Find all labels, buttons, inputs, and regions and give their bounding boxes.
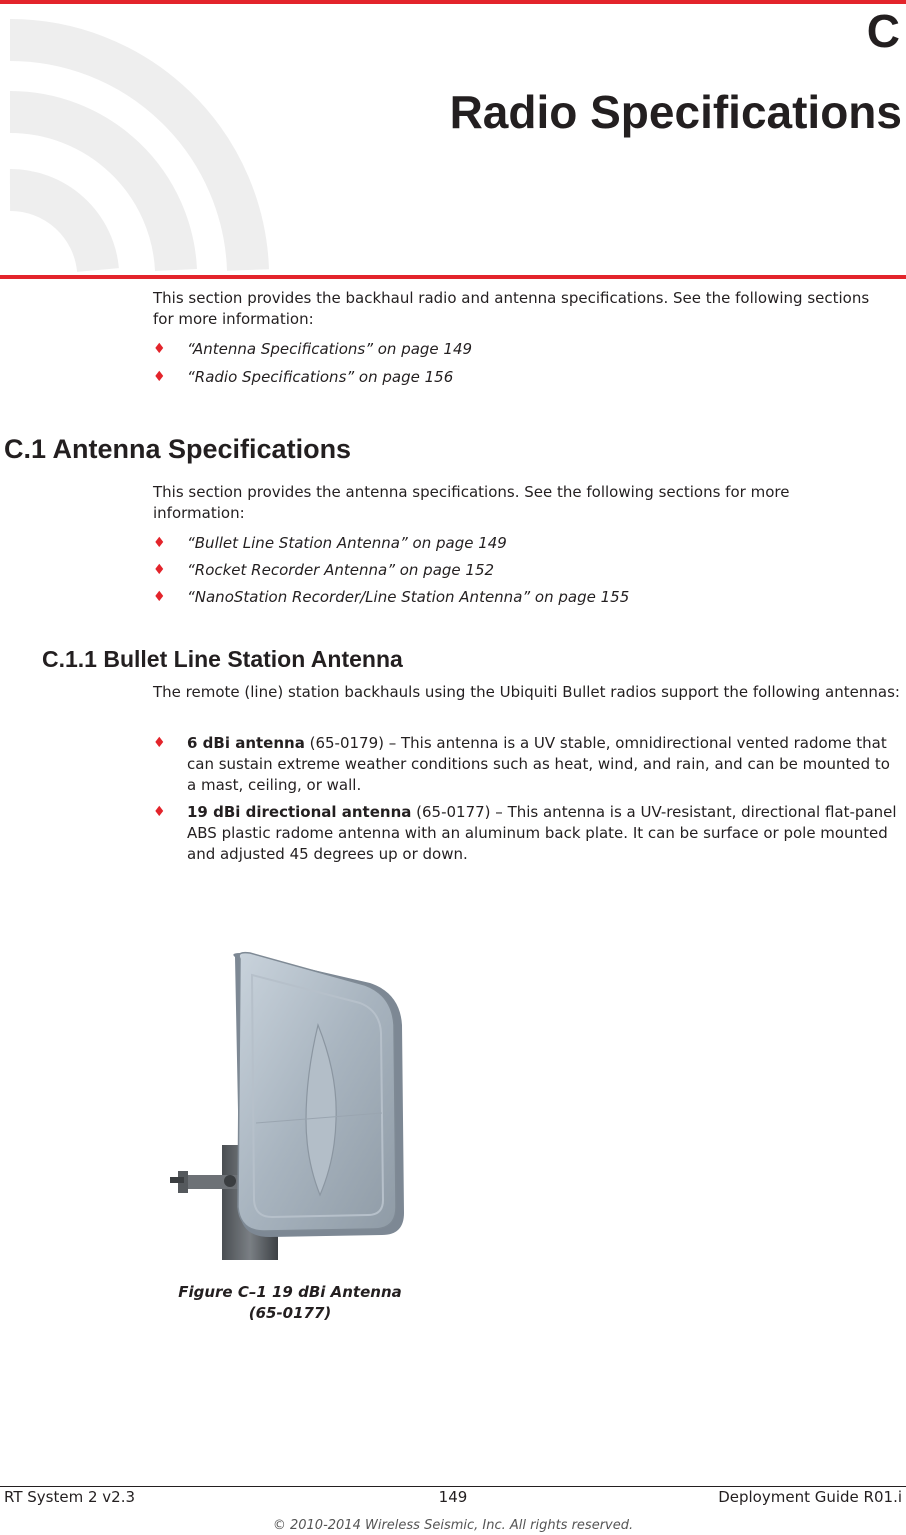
item-term: 19 dBi directional antenna	[187, 803, 412, 821]
intro-link-radio-specs[interactable]: “Radio Specifications” on page 156	[187, 368, 454, 386]
section-heading-c11: C.1.1 Bullet Line Station Antenna	[42, 646, 403, 672]
c1-link-bullet-antenna[interactable]: “Bullet Line Station Antenna” on page 149	[187, 534, 507, 552]
chapter-title: Radio Specifications	[449, 86, 902, 138]
figure-caption-title: Figure C–1 19 dBi Antenna	[178, 1283, 402, 1301]
diamond-bullet-icon: ♦	[153, 735, 166, 751]
footer-document: Deployment Guide R01.i	[718, 1488, 902, 1506]
section-heading-c1: C.1 Antenna Specifications	[4, 434, 352, 464]
diamond-bullet-icon: ♦	[153, 562, 166, 578]
diamond-bullet-icon: ♦	[153, 369, 166, 385]
header-top-rule	[0, 0, 906, 4]
intro-link-antenna-specs[interactable]: “Antenna Specifications” on page 149	[187, 340, 473, 358]
footer-copyright: © 2010-2014 Wireless Seismic, Inc. All rights reserved.	[272, 1518, 634, 1533]
item-term: 6 dBi antenna	[187, 734, 305, 752]
c1-link-rocket-antenna[interactable]: “Rocket Recorder Antenna” on page 152	[187, 561, 495, 579]
footer-page-number: 149	[438, 1488, 468, 1506]
footer-product: RT System 2 v2.3	[4, 1488, 136, 1506]
diamond-bullet-icon: ♦	[153, 589, 166, 605]
item-description: (65-0177) – This antenna is a UV-resistant, directional flat-panel ABS plastic radome antenna with an aluminum back plate. It can be surface or pole mounted and adjusted 45 degrees up or down.	[187, 803, 897, 863]
diamond-bullet-icon: ♦	[153, 535, 166, 551]
intro-paragraph: This section provides the backhaul radio and antenna specifications. See the following sections for more information:	[153, 289, 870, 328]
chapter-letter: C	[866, 5, 900, 57]
c1-link-nanostation-antenna[interactable]: “NanoStation Recorder/Line Station Antenna” on page 155	[187, 588, 630, 606]
diamond-bullet-icon: ♦	[153, 341, 166, 357]
item-description: (65-0179) – This antenna is a UV stable, omnidirectional vented radome that can sustain extreme weather conditions such as heat, wind, and rain, and can be mounted to a mast, ceiling, or wall.	[187, 734, 890, 794]
antenna-photo	[160, 945, 420, 1260]
figure-caption-part-number: (65-0177)	[248, 1304, 332, 1322]
wifi-signal-watermark-icon	[0, 0, 280, 275]
c11-item-19dbi	[187, 802, 902, 865]
figure-caption	[150, 1282, 430, 1324]
c11-item-6dbi	[187, 733, 902, 796]
c11-paragraph: The remote (line) station backhauls using the Ubiquiti Bullet radios support the following antennas:	[153, 683, 900, 701]
diamond-bullet-icon: ♦	[153, 804, 166, 820]
header-bottom-rule	[0, 275, 906, 279]
c1-paragraph: This section provides the antenna specifications. See the following sections for more information:	[153, 483, 790, 522]
